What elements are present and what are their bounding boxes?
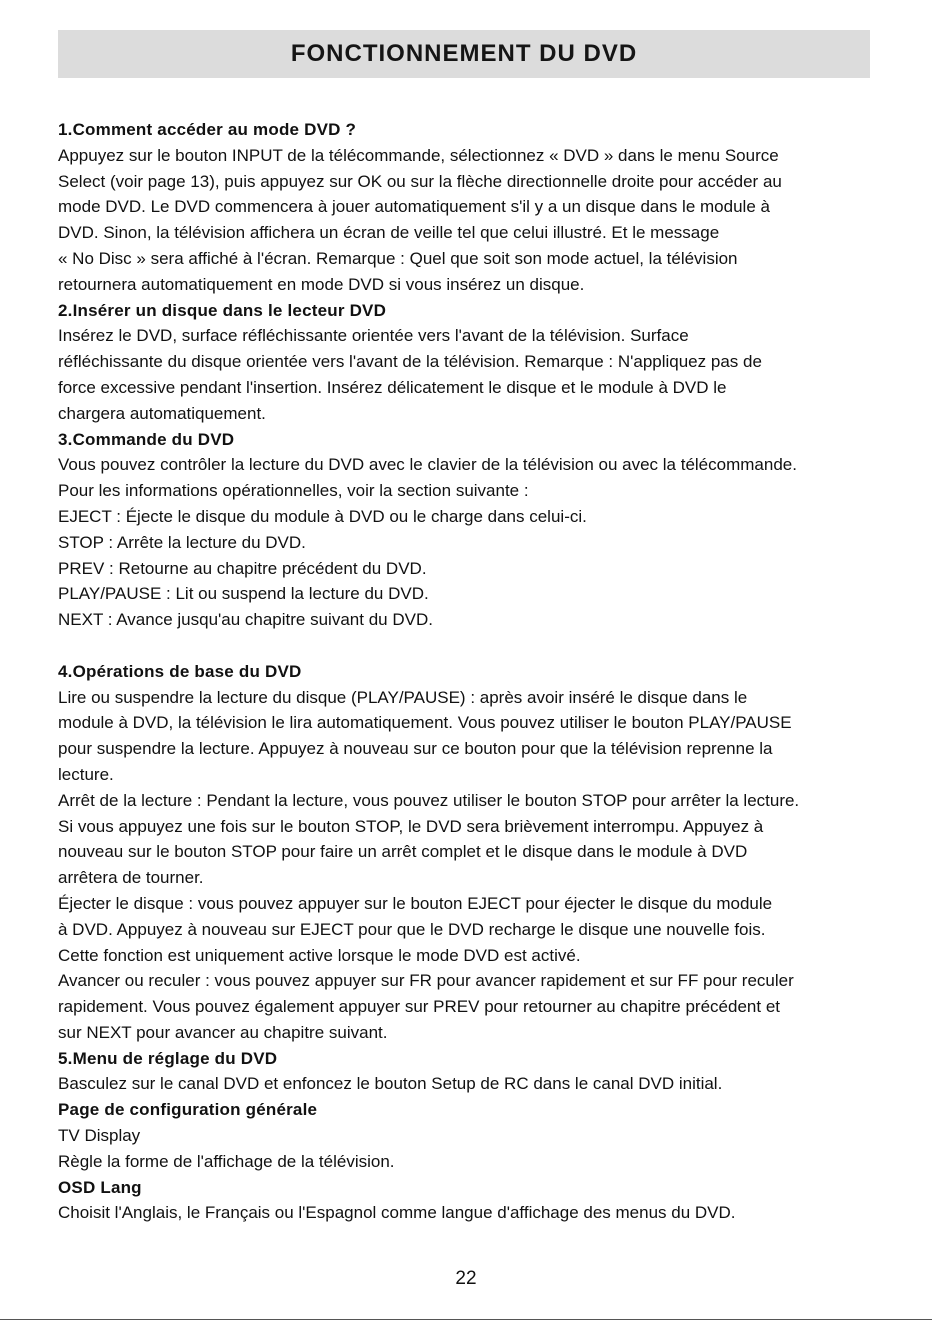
body-text-line: Lire ou suspendre la lecture du disque (PLAY/PAUSE) : après avoir inséré le disque dans le — [58, 687, 748, 707]
section-heading: 3.Commande du DVD — [58, 429, 235, 449]
page-number: 22 — [455, 1268, 477, 1289]
body-text-line: nouveau sur le bouton STOP pour faire un arrêt complet et le disque dans le module à DVD — [58, 842, 748, 862]
body-text-line: Appuyez sur le bouton INPUT de la télécommande, sélectionnez « DVD » dans le menu Source — [58, 145, 779, 165]
body-text-line: Arrêt de la lecture : Pendant la lecture, vous pouvez utiliser le bouton STOP pour arrêter la lecture. — [58, 790, 800, 810]
body-text-line: force excessive pendant l'insertion. Insérez délicatement le disque et le module à DVD le — [58, 377, 727, 397]
body-text-line: STOP : Arrête la lecture du DVD. — [58, 532, 306, 552]
body-text-line: pour suspendre la lecture. Appuyez à nouveau sur ce bouton pour que la télévision reprenne la — [58, 739, 773, 759]
bottom-divider — [0, 1319, 932, 1320]
body-text-line: sur NEXT pour avancer au chapitre suivant. — [58, 1022, 388, 1042]
document-body — [58, 117, 918, 1226]
body-text-line: Basculez sur le canal DVD et enfoncez le bouton Setup de RC dans le canal DVD initial. — [58, 1074, 723, 1094]
page-title: FONCTIONNEMENT DU DVD — [290, 40, 638, 67]
body-text-line: Si vous appuyez une fois sur le bouton STOP, le DVD sera brièvement interrompu. Appuyez à — [58, 816, 764, 836]
body-text-line: Pour les informations opérationnelles, voir la section suivante : — [58, 481, 529, 501]
section-heading: OSD Lang — [58, 1177, 142, 1197]
body-text-line: NEXT : Avance jusqu'au chapitre suivant du DVD. — [58, 610, 433, 630]
body-text-line: EJECT : Éjecte le disque du module à DVD ou le charge dans celui-ci. — [58, 506, 587, 526]
body-text-line: lecture. — [58, 764, 114, 784]
body-text-line: Cette fonction est uniquement active lorsque le mode DVD est activé. — [58, 945, 581, 965]
body-text-line: mode DVD. Le DVD commencera à jouer automatiquement s'il y a un disque dans le module à — [58, 197, 770, 217]
body-text-line: réfléchissante du disque orientée vers l'avant de la télévision. Remarque : N'appliquez pas de — [58, 352, 762, 372]
body-text-line: DVD. Sinon, la télévision affichera un écran de veille tel que celui illustré. Et le message — [58, 223, 720, 243]
body-text-line: Avancer ou reculer : vous pouvez appuyer sur FR pour avancer rapidement et sur FF pour reculer — [58, 971, 794, 991]
body-text-line: Vous pouvez contrôler la lecture du DVD avec le clavier de la télévision ou avec la télécommande. — [58, 455, 797, 475]
body-text-line: « No Disc » sera affiché à l'écran. Remarque : Quel que soit son mode actuel, la télévision — [58, 248, 738, 268]
body-text-line: Règle la forme de l'affichage de la télévision. — [58, 1151, 395, 1171]
section-heading: Page de configuration générale — [58, 1100, 318, 1120]
body-text-line: Insérez le DVD, surface réfléchissante orientée vers l'avant de la télévision. Surface — [58, 326, 689, 346]
body-text-line: arrêtera de tourner. — [58, 868, 204, 888]
body-text-line: chargera automatiquement. — [58, 403, 266, 423]
body-text-line: Choisit l'Anglais, le Français ou l'Espagnol comme langue d'affichage des menus du DVD. — [58, 1203, 736, 1223]
section-heading: 4.Opérations de base du DVD — [58, 661, 302, 681]
body-text-line: module à DVD, la télévision le lira automatiquement. Vous pouvez utiliser le bouton PLAY/PAUSE — [58, 713, 792, 733]
section-heading: 2.Insérer un disque dans le lecteur DVD — [58, 300, 387, 320]
body-text-line: rapidement. Vous pouvez également appuyer sur PREV pour retourner au chapitre précédent et — [58, 997, 780, 1017]
body-text-line: retournera automatiquement en mode DVD si vous insérez un disque. — [58, 274, 585, 294]
blank-line — [58, 633, 918, 659]
section-heading: 1.Comment accéder au mode DVD ? — [58, 120, 357, 139]
body-text-line: Select (voir page 13), puis appuyez sur OK ou sur la flèche directionnelle droite pour accéder au — [58, 171, 782, 191]
body-text-line: TV Display — [58, 1126, 141, 1146]
body-text-line: à DVD. Appuyez à nouveau sur EJECT pour que le DVD recharge le disque une nouvelle fois. — [58, 919, 766, 939]
title-banner — [58, 30, 870, 78]
body-text-line: Éjecter le disque : vous pouvez appuyer sur le bouton EJECT pour éjecter le disque du module — [58, 893, 773, 913]
section-heading: 5.Menu de réglage du DVD — [58, 1048, 278, 1068]
body-text-line: PREV : Retourne au chapitre précédent du DVD. — [58, 558, 427, 578]
body-text-line: PLAY/PAUSE : Lit ou suspend la lecture du DVD. — [58, 584, 429, 604]
